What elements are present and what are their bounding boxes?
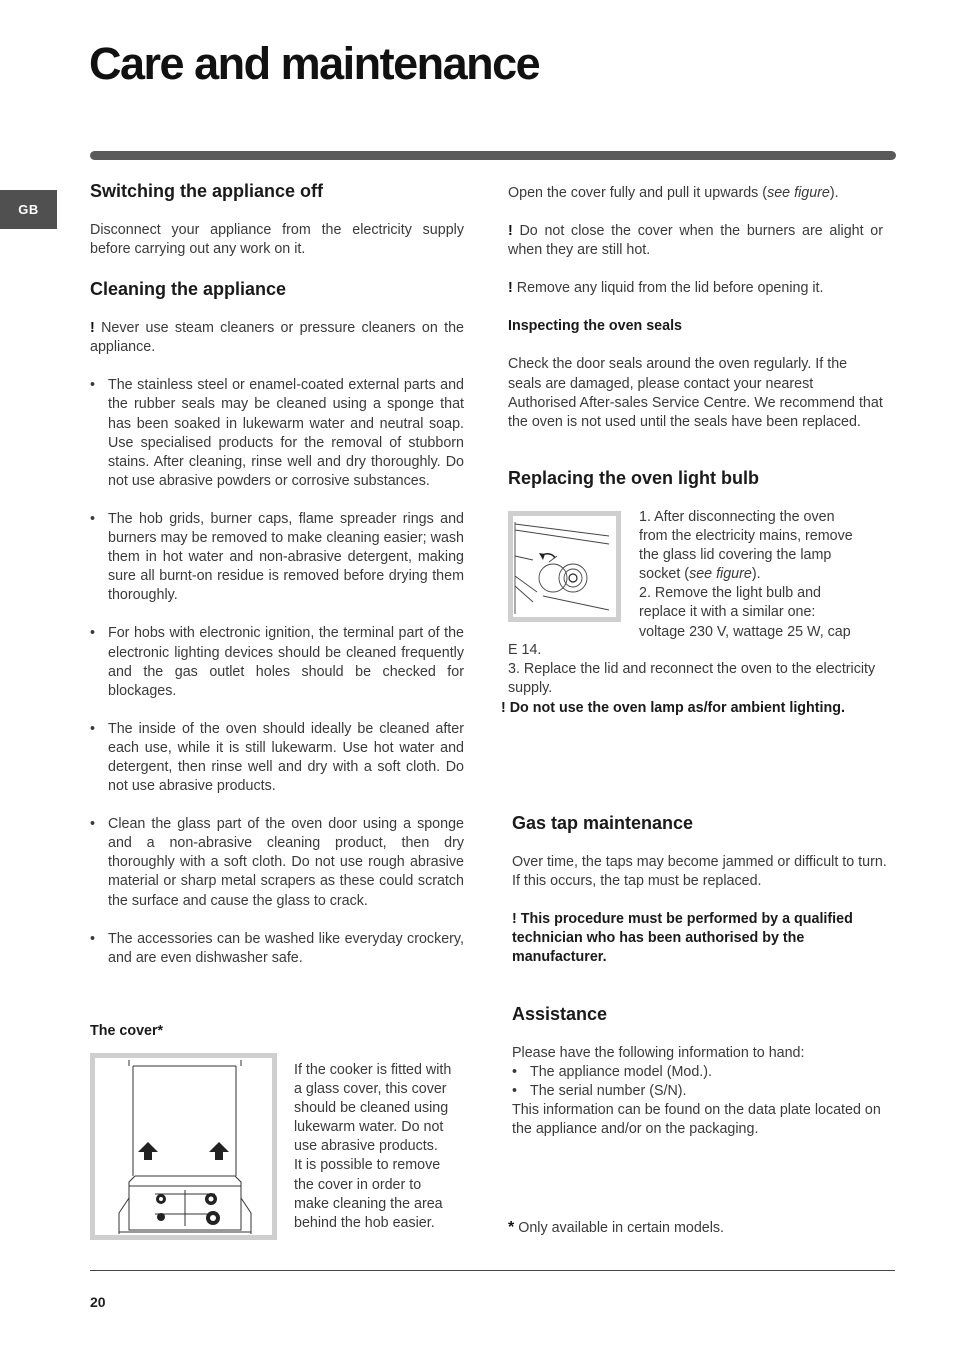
cleaning-list [90, 376, 464, 967]
warning-mark: ! [508, 280, 513, 297]
assistance-intro: Please have the following information to hand: [512, 1045, 805, 1061]
list-item: • The accessories can be washed like everyday crockery, and are even dishwasher safe. [90, 930, 464, 968]
list-item: • Clean the glass part of the oven door using a sponge and a non-abrasive cleaning product, then dry thoroughly with a soft cloth. Do not use rough abrasive material or sharp metal scrapers as these could scratch the surface and cause the glass to crack. [90, 815, 464, 910]
list-item: • The inside of the oven should ideally be cleaned after each use, while it is still lukewarm. Use hot water and detergent, then rinse well and dry with a soft cloth. Do not use abrasive products. [90, 720, 464, 796]
list-item: • The hob grids, burner caps, flame spreader rings and burners may be removed to make cleaning easier; wash them in hot water and non-abrasive detergent, making sure all burnt-on residue is removed before drying them thoroughly. [90, 510, 464, 605]
open-cover-text [508, 184, 883, 203]
bulb-line [639, 565, 889, 584]
bulb-line: 1. After disconnecting the oven [639, 509, 835, 525]
warning-mark: ! [90, 320, 95, 337]
cover-line: lukewarm water. Do not [294, 1119, 444, 1136]
gas-heading: Gas tap maintenance [512, 813, 694, 833]
cover-line: a glass cover, this cover [294, 1081, 447, 1098]
cooker-cover-illustration [95, 1058, 272, 1235]
bulb-step-3: 3. Replace the lid and reconnect the oven to the electricity supply. [508, 661, 876, 697]
footnote-mark: * [508, 1219, 515, 1236]
bulb-steps [639, 508, 889, 642]
gas-warning: ! This procedure must be performed by a qualified technician who has been authorised by the manufacturer. [512, 911, 853, 966]
assistance-heading: Assistance [512, 1004, 608, 1024]
cover-line: It is possible to remove [294, 1157, 441, 1174]
footnote [508, 1218, 883, 1238]
bulb-figure [508, 511, 621, 622]
footnote-text: Only available in certain models. [514, 1220, 725, 1236]
cover-line: should be cleaned using [294, 1100, 449, 1117]
socket-em: see figure [689, 566, 752, 583]
page-title: Care and maintenance [89, 38, 540, 89]
cover-line: use abrasive products. [294, 1138, 438, 1155]
open-text-a: Open the cover fully and pull it upwards ( [508, 185, 768, 201]
cleaning-warning [90, 319, 464, 357]
right-column [508, 184, 883, 432]
gas-section [512, 812, 887, 967]
cover-line: the cover in order to [294, 1176, 422, 1193]
bulb-final-warning: ! Do not use the oven lamp as/for ambient lighting. [501, 700, 845, 716]
cover-warning-1 [508, 222, 883, 260]
cover-figure [90, 1053, 277, 1240]
assistance-list [512, 1063, 887, 1101]
cleaning-warning-text: Never use steam cleaners or pressure cleaners on the appliance. [90, 320, 464, 356]
switching-text: Disconnect your appliance from the electricity supply before carrying out any work on it. [90, 222, 464, 258]
warning-text: Do not close the cover when the burners are alight or when they are still hot. [508, 223, 883, 259]
assistance-section [512, 1003, 887, 1139]
cover-line: If the cooker is fitted with [294, 1062, 452, 1078]
bulb-line: voltage 230 V, wattage 25 W, cap [639, 623, 851, 640]
open-text-em: see figure [767, 185, 830, 201]
oven-lamp-illustration [513, 516, 616, 617]
switching-heading: Switching the appliance off [90, 181, 324, 201]
bulb-line: the glass lid covering the lamp [639, 547, 832, 564]
cover-text [294, 1061, 474, 1233]
bulb-line: replace it with a similar one: [639, 604, 816, 621]
cover-warning-2 [508, 279, 883, 298]
bulb-continued [508, 641, 883, 698]
bulb-cap: E 14. [508, 642, 542, 658]
list-item: • The appliance model (Mod.). [512, 1063, 887, 1082]
assistance-outro: This information can be found on the data plate located on the appliance and/or on the packaging. [512, 1102, 881, 1138]
gas-text: Over time, the taps may become jammed or difficult to turn. If this occurs, the tap must be replaced. [512, 854, 887, 890]
list-item: • For hobs with electronic ignition, the terminal part of the electronic lighting devices should be cleaned frequently and the gas outlet holes should be checked for blockages. [90, 624, 464, 700]
list-item: • The serial number (S/N). [512, 1082, 887, 1101]
language-tab: GB [0, 190, 57, 229]
bulb-line: 2. Remove the light bulb and [639, 585, 822, 602]
left-column [90, 180, 464, 968]
open-text-b: ). [829, 185, 839, 201]
warning-mark: ! [508, 223, 513, 240]
socket-a: socket ( [639, 566, 690, 583]
list-item: • The stainless steel or enamel-coated external parts and the rubber seals may be cleaned using a sponge that has been soaked in lukewarm water and neutral soap. Use specialised products for the removal of stubborn stains. After cleaning, rinse well and dry thoroughly. Do not use abrasive powders or corrosive substances. [90, 376, 464, 491]
header-rule [90, 151, 896, 160]
warning-text: Remove any liquid from the lid before opening it. [512, 280, 824, 297]
cover-line: behind the hob easier. [294, 1214, 435, 1231]
bulb-line: from the electricity mains, remove [639, 528, 853, 545]
cover-heading: The cover* [90, 1023, 164, 1039]
page-number: 20 [90, 1294, 106, 1310]
seals-text: Check the door seals around the oven regularly. If the seals are damaged, please contact your nearest Authorised After-sales Service Centre. We recommend that the oven is not used until the seals have been replaced. [508, 356, 883, 430]
socket-b: ). [751, 566, 761, 583]
seals-heading: Inspecting the oven seals [508, 318, 682, 335]
cleaning-heading: Cleaning the appliance [90, 279, 287, 300]
bulb-heading: Replacing the oven light bulb [508, 468, 760, 488]
footer-rule [90, 1270, 895, 1271]
cover-line: make cleaning the area [294, 1195, 443, 1212]
